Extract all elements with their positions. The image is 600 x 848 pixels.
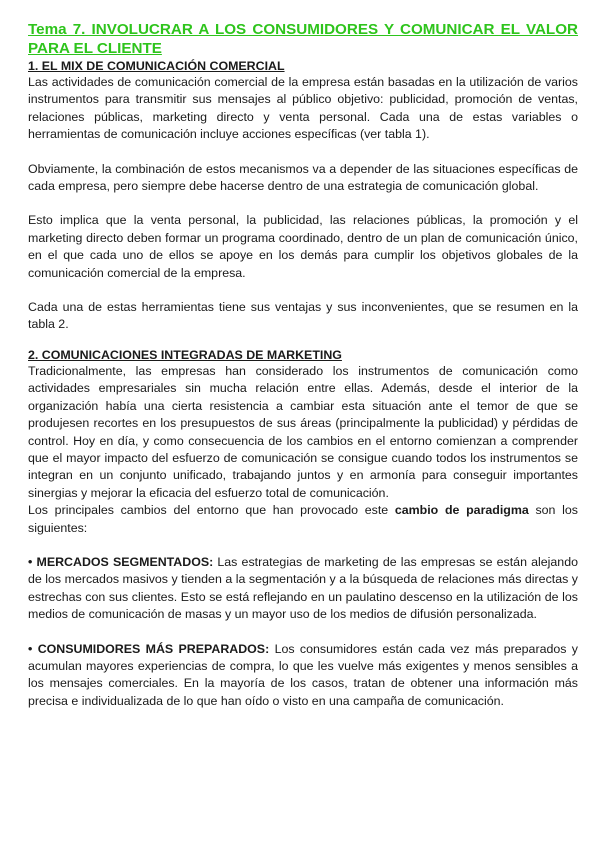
page-title: Tema 7. INVOLUCRAR A LOS CONSUMIDORES Y COMUNICAR EL VALOR PARA EL CLIENTE [28,21,578,57]
bullet-item [28,554,578,624]
spacer [28,144,578,161]
spacer [28,195,578,212]
spacer [28,537,578,554]
paragraph: Tradicionalmente, las empresas han considerado los instrumentos de comunicación como actividades empresariales sin mucha relación entre ellas. Además, desde el interior de la organización había una cierta resistencia a cambiar esta situación ante el temor de que se produjesen recortes en los presupuestos de sus áreas (principalmente la publicidad) y pérdidas de control. Hoy en día, y como consecuencia de los cambios en el entorno comienzan a comprender que el mayor impacto del esfuerzo de comunicación se consigue cuando todos los instrumentos se integran en un conjunto unificado, trabajando juntos y en armonía para conseguir importantes sinergias y mejorar la eficacia del esfuerzo total de comunicación. [28,363,578,500]
text-run: son los siguientes: [28,503,578,535]
section-heading-integrated: 2. COMUNICACIONES INTEGRADAS DE MARKETING [28,347,342,362]
spacer [28,624,578,641]
spacer [28,282,578,299]
paragraph-changes [28,502,578,537]
bullet-text: Las estrategias de marketing de las empresas se están alejando de los mercados masivos y tienden a la segmentación y a la búsqueda de relaciones más directas y estrechas con sus clientes. Esto se está reflejando en un paulatino descenso en la utilización de los medios de comunicación de masas y un mayor uso de los medios de difusión personalizada. [28,554,578,622]
text-run: Los principales cambios del entorno que han provocado este [28,503,395,518]
paragraph: Las actividades de comunicación comercial de la empresa están basadas en la utilización de varios instrumentos para transmitir sus mensajes al público objetivo: publicidad, promoción de ventas, relaciones públicas, marketing directo y venta personal. Cada una de estas variables o herramientas de comunicación incluye acciones específicas (ver tabla 1). [28,75,578,142]
paragraph: Cada una de estas herramientas tiene sus ventajas y sus inconvenientes, que se resumen en la tabla 2. [28,300,578,332]
paradigm-emphasis: cambio de paradigma [394,503,529,518]
bullet-label: • MERCADOS SEGMENTADOS: [28,554,214,569]
spacer [28,334,578,347]
paragraph: Esto implica que la venta personal, la publicidad, las relaciones públicas, la promoción y el marketing directo deben formar un programa coordinado, dentro de un plan de comunicación único, en el que cada uno de ellos se apoye en los demás para cumplir los objetivos globales de la comunicación comercial de la empresa. [28,213,578,280]
bullet-text: Los consumidores están cada vez más preparados y acumulan mayores experiencias de compra, lo que les vuelve más exigentes y menos sensibles a los mensajes comerciales. En la mayoría de los casos, tratan de obtener una información más precisa e individualizada de lo que han oído o visto en una campaña de comunicación. [28,641,579,708]
paragraph: Obviamente, la combinación de estos mecanismos va a depender de las situaciones específicas de cada empresa, pero siempre debe hacerse dentro de una estrategia de comunicación global. [28,161,578,194]
bullet-label: • CONSUMIDORES MÁS PREPARADOS: [28,641,270,656]
bullet-item [28,641,578,711]
section-heading-mix: 1. EL MIX DE COMUNICACIÓN COMERCIAL [28,59,285,73]
document-page [28,20,578,710]
